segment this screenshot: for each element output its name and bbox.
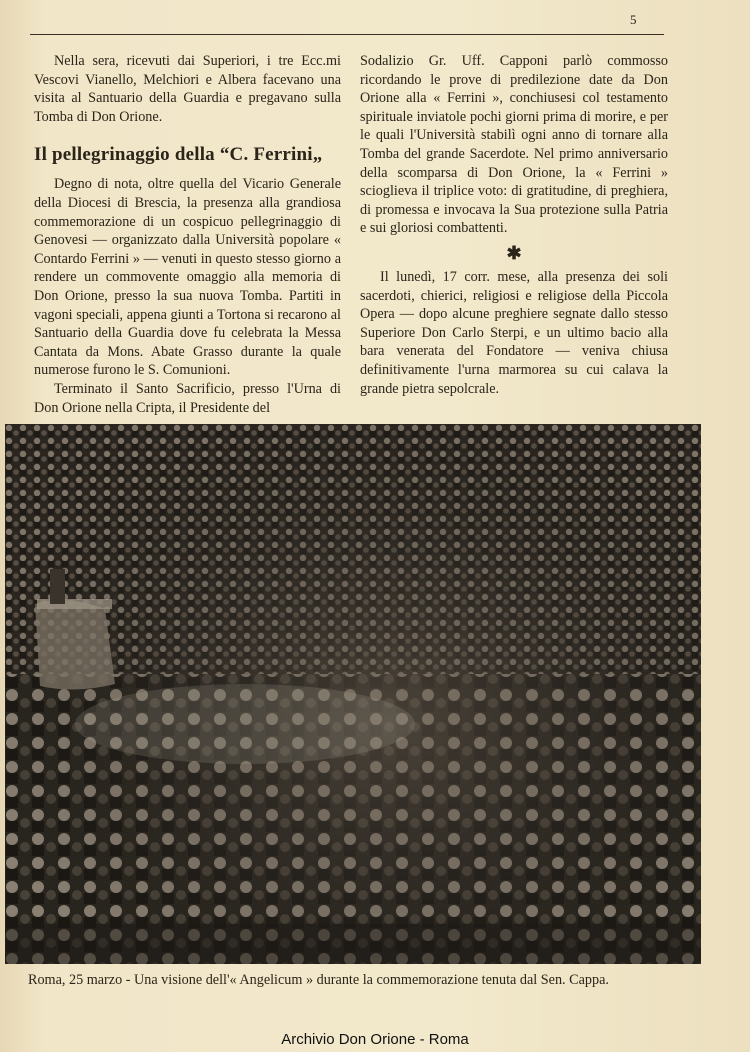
- right-paragraph-1: Sodalizio Gr. Uff. Capponi parlò commosso ricordando le prove di predilezione date da Don Orione alla « Ferrini », conchiusesi col testamento spirituale inviatole pochi giorni prima di morire, e per le quali l'Università stabilì ogni anno di tornare alla Tomba del grande Sacerdote. Nel primo anniversario della scomparsa di Don Orione, la « Ferrini » scioglieva il triplice voto: di gratitudine, di preghiera, di promessa e invocava la Sua protezione sulla Patria e sui gloriosi combattenti.: [360, 53, 668, 237]
- page-number: 5: [630, 12, 637, 27]
- archive-footer: Archivio Don Orione - Roma: [281, 1031, 469, 1048]
- right-paragraph-2: Il lunedì, 17 corr. mese, alla presenza dei soli sacerdoti, chierici, religiosi e religiose della Piccola Opera — dopo alcune preghiere segnate dallo stesso Superiore Don Carlo Sterpi, e un ultimo bacio alla bara venerata del Fondatore — veniva chiusa definitivamente l'urna marmorea su cui calava la grande pietra sepolcrale.: [360, 268, 668, 397]
- left-paragraph-3: Terminato il Santo Sacrificio, presso l'Urna di Don Orione nella Cripta, il Presidente del: [34, 380, 341, 416]
- photo-caption: Roma, 25 marzo - Una visione dell'« Angelicum » durante la commemorazione tenuta dal Sen. Cappa.: [28, 972, 609, 988]
- header-rule: [30, 34, 664, 35]
- left-column: [34, 52, 341, 417]
- section-heading: Il pellegrinaggio della “C. Ferrini„: [34, 144, 323, 166]
- left-paragraph-1: Nella sera, ricevuti dai Superiori, i tre Ecc.mi Vescovi Vianello, Melchiori e Albera facevano una visita al Santuario della Guardia e pregavano sulla Tomba di Don Orione.: [34, 53, 341, 125]
- crowd-photo-illustration: [5, 424, 701, 964]
- right-column: [360, 52, 668, 398]
- left-paragraph-2: Degno di nota, oltre quella del Vicario Generale della Diocesi di Brescia, la presenza alla grandiosa commemorazione di un cospicuo pellegrinaggio di Genovesi — organizzato dalla Università popolare « Contardo Ferrini » — venuti in questo stesso giorno a rendere un commovente omaggio alla memoria di Don Orione, presso la sua nuova Tomba. Partiti in vagoni speciali, appena giunti a Tortona si recarono al Santuario della Guardia dove fu celebrata la Messa Cantata da Mons. Abate Grasso durante la quale numerose furono le S. Comunioni.: [34, 176, 341, 379]
- crowd-photo: [5, 424, 701, 964]
- section-separator: ✱: [506, 242, 522, 263]
